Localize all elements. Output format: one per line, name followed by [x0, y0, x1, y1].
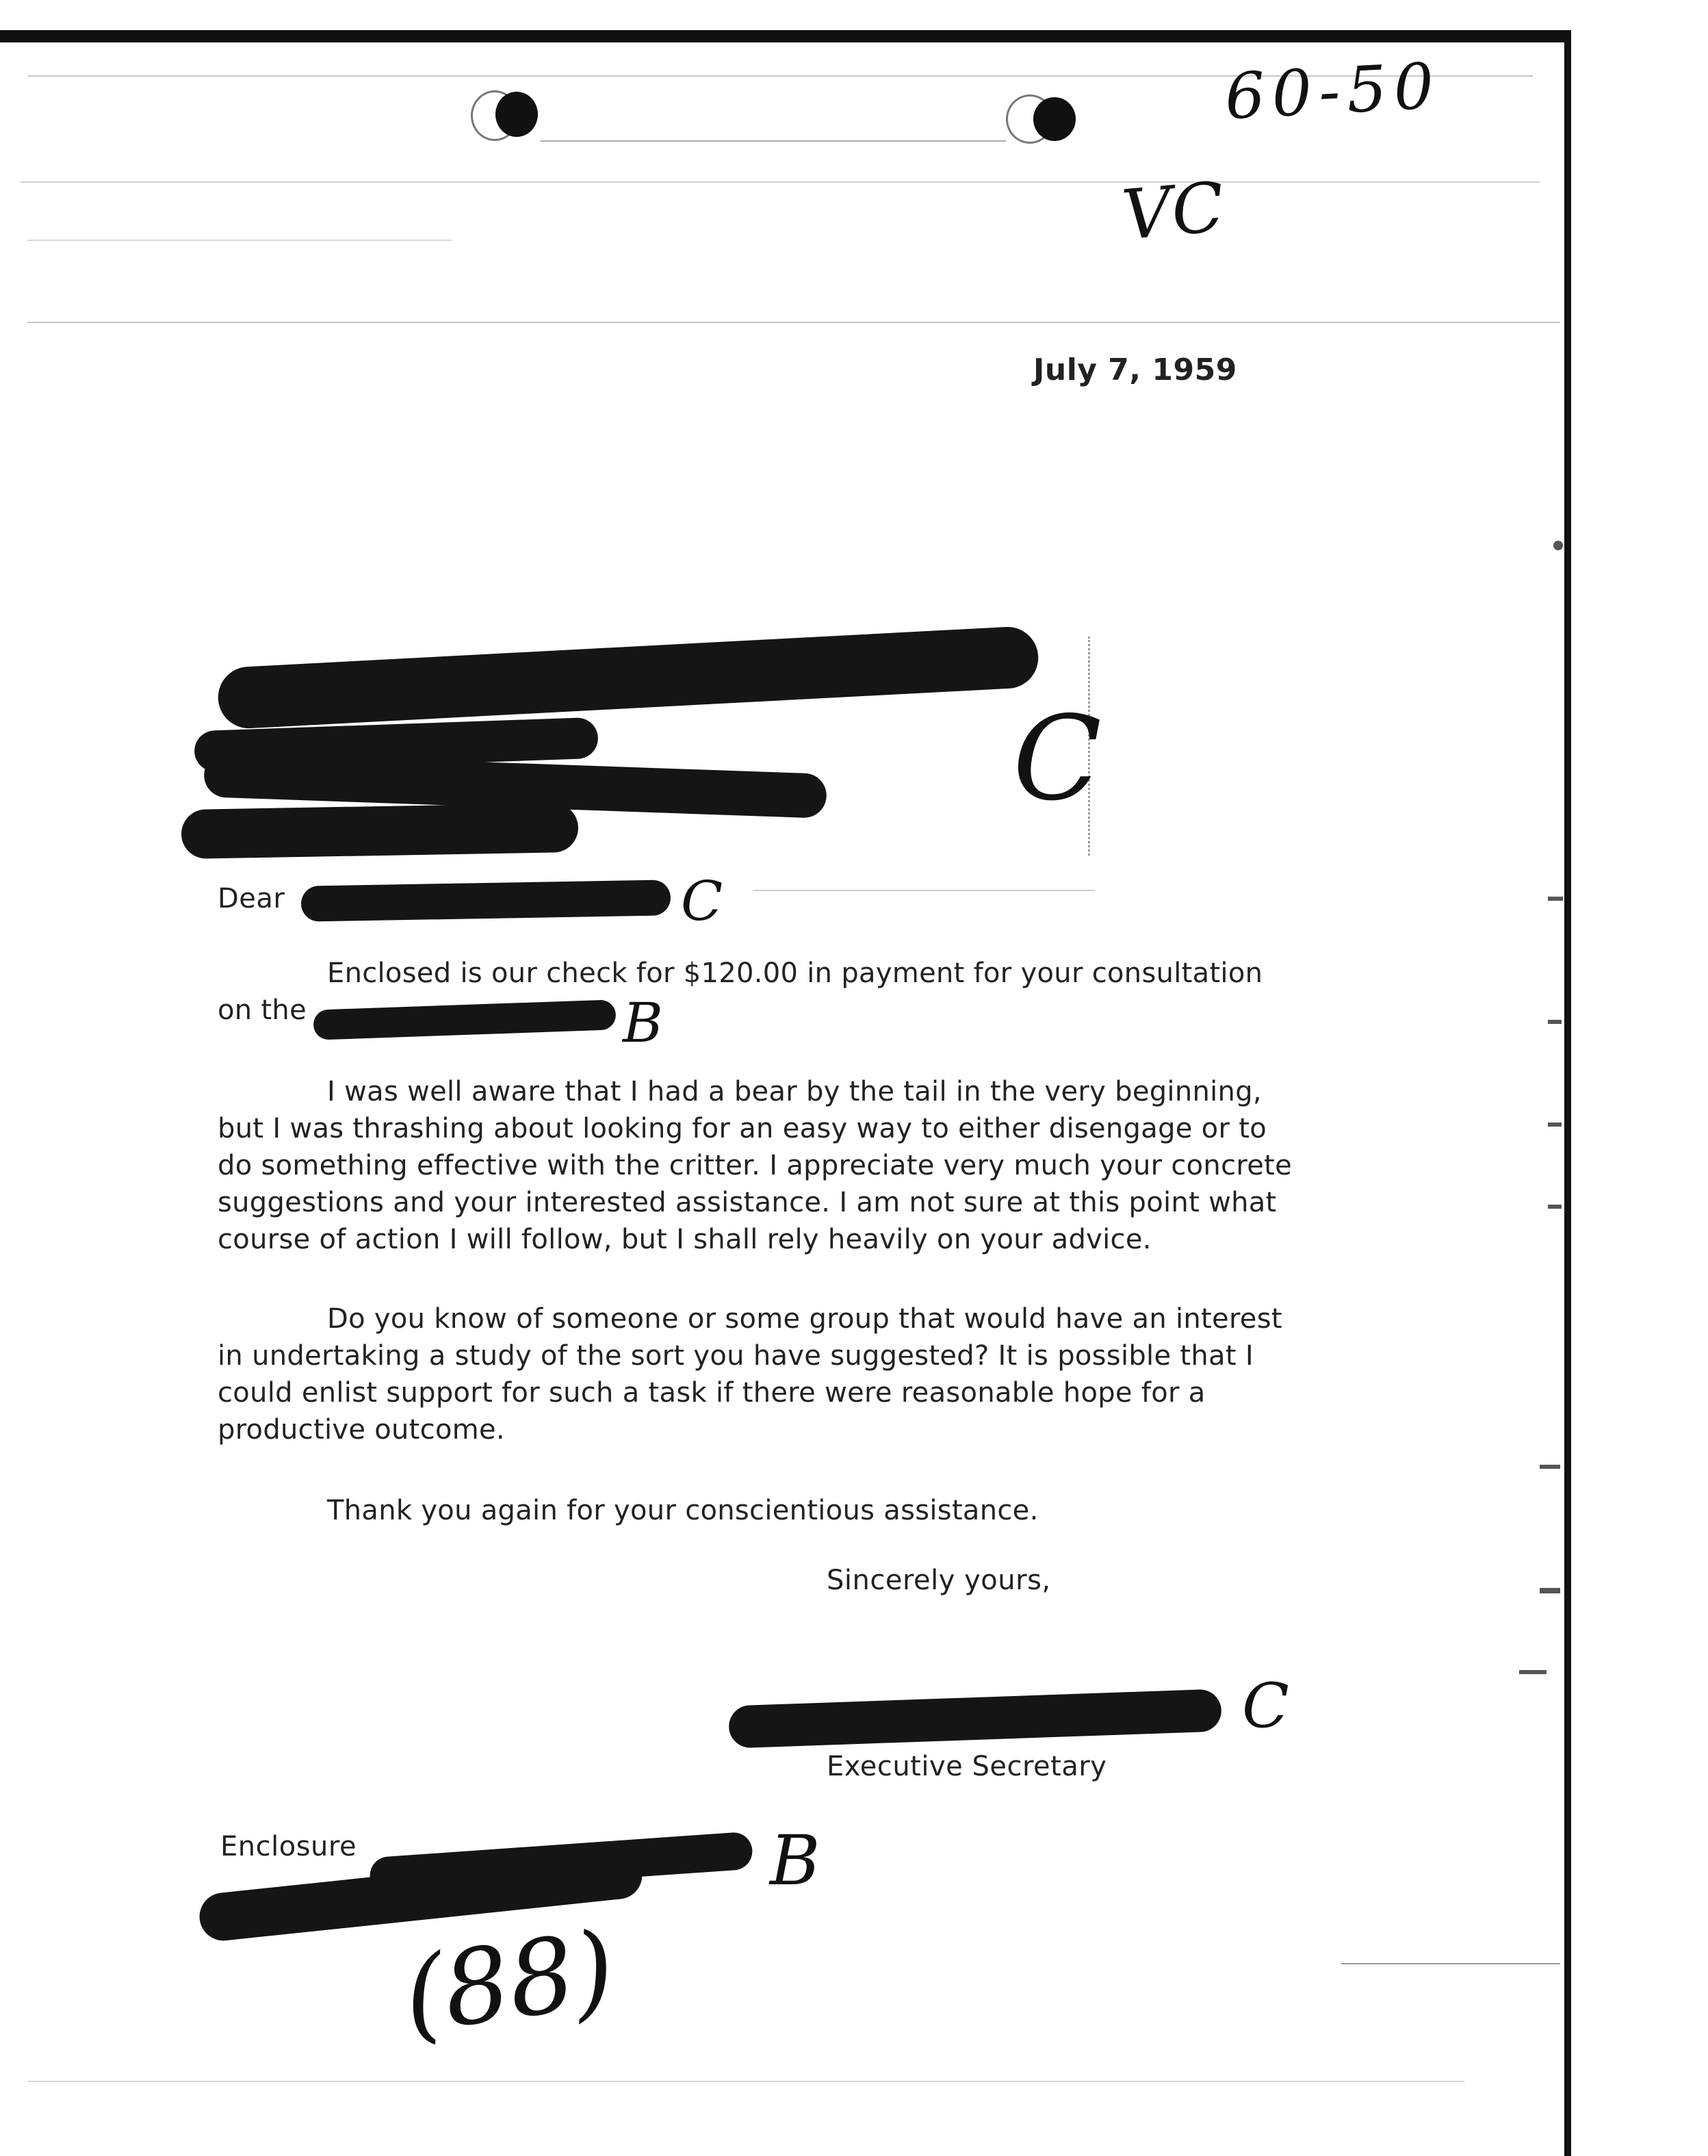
scan-noise-line	[27, 322, 1560, 323]
paragraph-1-text: Enclosed is our check for $120.00 in payment for your consultation on the	[218, 958, 1263, 1026]
letter-closing: Sincerely yours,	[827, 1565, 1051, 1596]
scan-noise-line	[27, 240, 452, 241]
punch-hole-left	[471, 88, 539, 141]
scan-noise-line	[1341, 1963, 1560, 1964]
handwritten-redaction-mark-enclosure: B	[770, 1821, 820, 1901]
scan-noise-mark	[1519, 1670, 1547, 1674]
handwritten-redaction-mark-addressee: C	[1013, 691, 1102, 827]
scan-noise-line	[21, 181, 1540, 183]
letter-date: July 7, 1959	[1033, 352, 1237, 387]
punch-connector-line	[541, 140, 1006, 142]
letter-salutation: Dear	[218, 883, 285, 914]
scan-noise-mark	[1548, 1122, 1562, 1127]
scan-noise-mark	[1548, 1020, 1562, 1024]
handwritten-redaction-mark-salutation: C	[681, 869, 723, 933]
scan-noise-mark	[1553, 541, 1563, 550]
signer-title: Executive Secretary	[827, 1751, 1107, 1782]
paragraph-3-text: Do you know of someone or some group that would have an interest in undertaking a study of the sort you have suggested? It is possible that I could enlist support for such a task if there were reasonable hope for a productive outcome.	[218, 1303, 1282, 1446]
enclosure-label: Enclosure	[220, 1831, 357, 1862]
punch-hole-right	[1006, 92, 1081, 145]
letter-paragraph-3	[218, 1300, 1299, 1448]
handwritten-page-number: (88)	[396, 1909, 622, 2057]
scan-noise-mark	[1540, 1588, 1560, 1593]
redacted-signature	[728, 1689, 1222, 1748]
scan-noise-mark	[1540, 1465, 1560, 1469]
paragraph-4-text: Thank you again for your conscientious assistance.	[327, 1495, 1039, 1526]
letter-paragraph-2	[218, 1073, 1299, 1258]
handwritten-file-number: 60-50	[1223, 49, 1442, 134]
handwritten-redaction-mark-subject: B	[623, 991, 663, 1055]
salutation-rule	[753, 890, 1095, 891]
handwritten-initials: VC	[1119, 166, 1228, 256]
redacted-salutation-name	[301, 880, 671, 921]
paragraph-2-text: I was well aware that I had a bear by the tail in the very beginning, but I was thrashing about looking for an easy way to either disengage or to do something effective with the critter. I appreciate very much your concrete suggestions and your interested assistance. I am not sure at this point what course of action I will follow, but I shall rely heavily on your advice.	[218, 1076, 1293, 1255]
letter-paragraph-4	[218, 1492, 1299, 1529]
scan-noise-mark	[1548, 897, 1563, 901]
scan-noise-mark	[1548, 1205, 1562, 1209]
handwritten-redaction-mark-signature: C	[1242, 1670, 1289, 1742]
scan-noise-line	[27, 2081, 1464, 2082]
top-edge-bar	[0, 30, 1571, 42]
right-edge-bar	[1564, 30, 1571, 2156]
